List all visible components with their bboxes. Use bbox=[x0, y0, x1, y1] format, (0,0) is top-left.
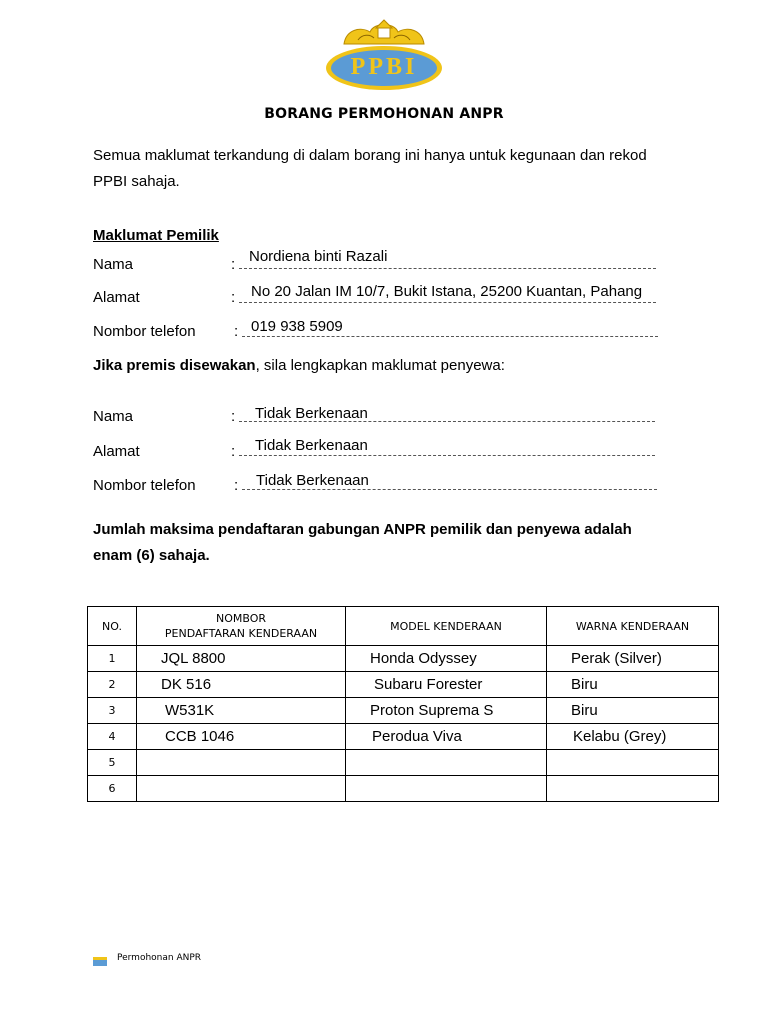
table-row bbox=[88, 672, 719, 698]
table-row bbox=[88, 698, 719, 724]
row-plate[interactable]: DK 516 bbox=[137, 672, 346, 698]
footer-text: Permohonan ANPR bbox=[117, 953, 202, 963]
owner-address-label: Alamat bbox=[93, 289, 140, 306]
row-plate[interactable] bbox=[137, 750, 346, 776]
tenant-phone-line bbox=[242, 489, 657, 490]
owner-name-line bbox=[239, 268, 656, 269]
row-plate[interactable] bbox=[137, 776, 346, 802]
row-color[interactable]: Biru bbox=[547, 672, 719, 698]
row-model[interactable] bbox=[346, 776, 547, 802]
row-plate[interactable]: W531K bbox=[137, 698, 346, 724]
form-title: BORANG PERMOHONAN ANPR bbox=[264, 106, 504, 122]
footer-logo-icon bbox=[93, 953, 107, 962]
row-no: 2 bbox=[88, 672, 137, 698]
tenant-phone-value[interactable]: Tidak Berkenaan bbox=[256, 472, 369, 489]
owner-name-label: Nama bbox=[93, 256, 134, 273]
header-model: MODEL KENDERAAN bbox=[346, 607, 547, 646]
table-row bbox=[88, 646, 719, 672]
tenant-name-label: Nama bbox=[93, 408, 134, 425]
colon: : bbox=[231, 408, 236, 425]
header-plate bbox=[137, 607, 346, 646]
header-plate-line-1: NOMBOR bbox=[215, 612, 267, 625]
colon: : bbox=[231, 256, 236, 273]
intro-line-1: Semua maklumat terkandung di dalam borang ini hanya untuk kegunaan dan rekod bbox=[93, 147, 647, 164]
note-line-2: enam (6) sahaja. bbox=[93, 547, 210, 564]
row-color[interactable] bbox=[547, 776, 719, 802]
colon: : bbox=[231, 443, 236, 460]
row-model[interactable]: Subaru Forester bbox=[346, 672, 547, 698]
header-no: NO. bbox=[88, 607, 137, 646]
row-plate[interactable]: JQL 8800 bbox=[137, 646, 346, 672]
row-color[interactable] bbox=[547, 750, 719, 776]
row-no: 3 bbox=[88, 698, 137, 724]
registration-limit-note bbox=[93, 517, 693, 569]
owner-address-line bbox=[239, 302, 656, 303]
row-color[interactable]: Kelabu (Grey) bbox=[547, 724, 719, 750]
row-no: 4 bbox=[88, 724, 137, 750]
tenant-address-value[interactable]: Tidak Berkenaan bbox=[255, 437, 368, 454]
table-row bbox=[88, 750, 719, 776]
row-no: 6 bbox=[88, 776, 137, 802]
ppbi-logo bbox=[322, 14, 446, 92]
intro-line-2: PPBI sahaja. bbox=[93, 173, 180, 190]
colon: : bbox=[234, 323, 239, 340]
owner-section-heading: Maklumat Pemilik bbox=[93, 227, 219, 244]
row-color[interactable]: Perak (Silver) bbox=[547, 646, 719, 672]
tenant-address-line bbox=[239, 455, 655, 456]
tenant-intro-rest: , sila lengkapkan maklumat penyewa: bbox=[255, 357, 505, 374]
tenant-address-label: Alamat bbox=[93, 443, 140, 460]
row-no: 1 bbox=[88, 646, 137, 672]
vehicle-table bbox=[87, 606, 719, 802]
row-color[interactable]: Biru bbox=[547, 698, 719, 724]
row-model[interactable]: Proton Suprema S bbox=[346, 698, 547, 724]
table-row bbox=[88, 724, 719, 750]
tenant-phone-label: Nombor telefon bbox=[93, 477, 196, 494]
table-header-row bbox=[88, 607, 719, 646]
header-plate-line-2: PENDAFTARAN KENDERAAN bbox=[164, 627, 318, 640]
row-model[interactable]: Perodua Viva bbox=[346, 724, 547, 750]
logo-text: PPBI bbox=[350, 54, 418, 80]
row-model[interactable] bbox=[346, 750, 547, 776]
note-line-1: Jumlah maksima pendaftaran gabungan ANPR pemilik dan penyewa adalah bbox=[93, 521, 632, 538]
table-row bbox=[88, 776, 719, 802]
tenant-name-value[interactable]: Tidak Berkenaan bbox=[255, 405, 368, 422]
owner-address-value[interactable]: No 20 Jalan IM 10/7, Bukit Istana, 25200 Kuantan, Pahang bbox=[251, 283, 643, 300]
row-no: 5 bbox=[88, 750, 137, 776]
tenant-intro bbox=[93, 357, 505, 374]
owner-phone-label: Nombor telefon bbox=[93, 323, 196, 340]
row-plate[interactable]: CCB 1046 bbox=[137, 724, 346, 750]
owner-phone-value[interactable]: 019 938 5909 bbox=[251, 318, 343, 335]
intro-paragraph bbox=[93, 143, 683, 195]
header-color: WARNA KENDERAAN bbox=[547, 607, 719, 646]
owner-name-value[interactable]: Nordiena binti Razali bbox=[249, 248, 388, 265]
colon: : bbox=[231, 289, 236, 306]
tenant-intro-bold: Jika premis disewakan bbox=[93, 357, 256, 374]
colon: : bbox=[234, 477, 239, 494]
owner-phone-line bbox=[242, 336, 658, 337]
row-model[interactable]: Honda Odyssey bbox=[346, 646, 547, 672]
